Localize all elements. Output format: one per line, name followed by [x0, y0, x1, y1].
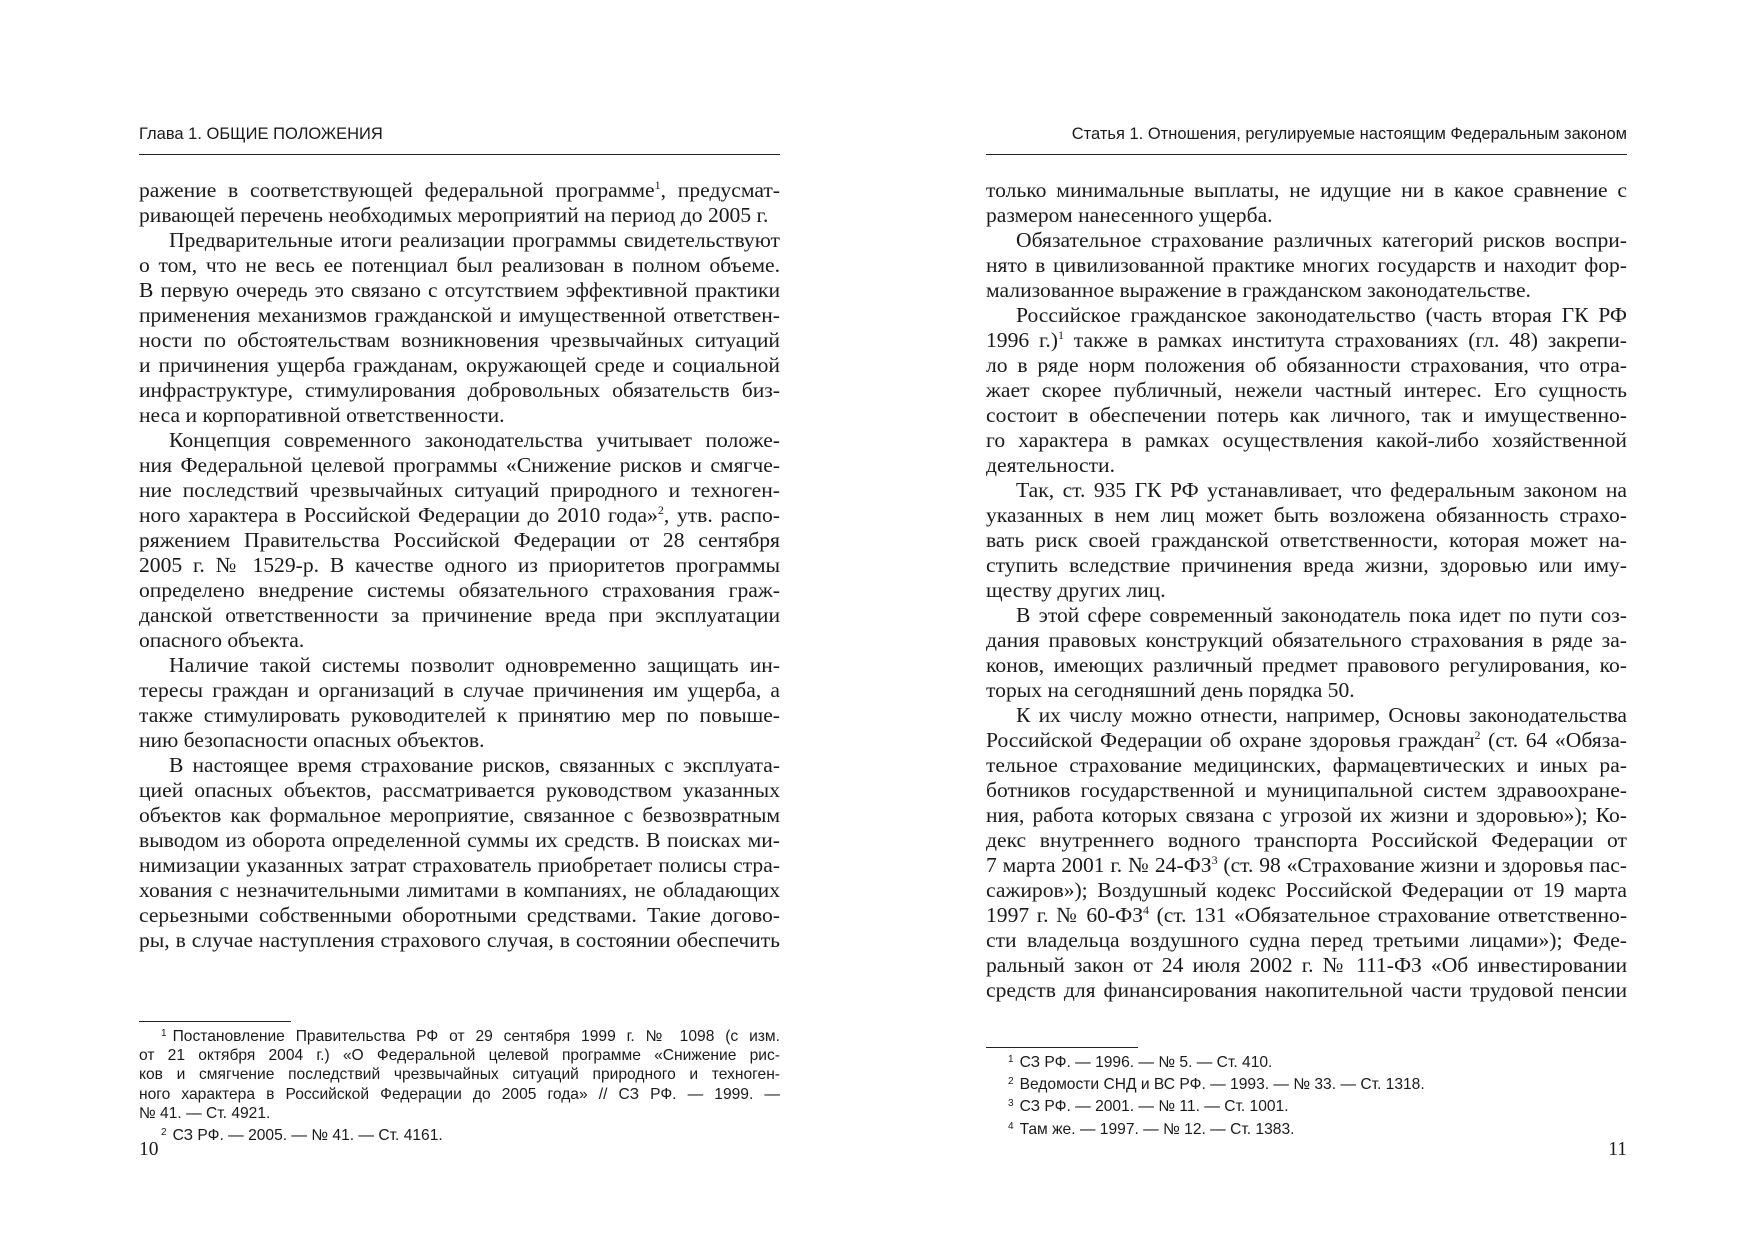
- text-run: (ст. 98 «Страхование жизни и здоровья пас-: [1217, 853, 1627, 877]
- text-line: [986, 778, 1627, 803]
- text-line: [986, 328, 1627, 353]
- text-run: Предварительные итоги реализации программы свидетельствуют: [169, 228, 780, 252]
- text-run: Концепция современного законодательства учитывает положе-: [169, 428, 780, 452]
- text-run: го характера в рамках осуществления какой-либо хозяйственной: [986, 428, 1627, 452]
- text-run: Наличие такой системы позволит одновременно защищать ин-: [169, 653, 780, 677]
- text-run: Обязательное страхование различных категорий рисков воспри-: [1016, 228, 1627, 252]
- footnote-text: Ведомости СНД и ВС РФ. — 1993. — № 33. — Ст. 1318.: [1019, 1076, 1425, 1094]
- footnote-line: [986, 1094, 1627, 1116]
- text-line: [139, 503, 780, 528]
- text-line: [986, 453, 1627, 478]
- text-line: [986, 553, 1627, 578]
- text-run: и причинения ущерба гражданам, окружающей среде и социальной: [139, 353, 780, 377]
- footnote-text: № 41. — Ст. 4921.: [139, 1104, 271, 1122]
- text-line: [986, 653, 1627, 678]
- footnote-number: 1: [161, 1028, 167, 1039]
- text-run: цией опасных объектов, рассматривается руководством указанных: [139, 778, 780, 802]
- text-line: [139, 203, 780, 228]
- text-run: неса и корпоративной ответственности.: [139, 403, 505, 427]
- footnote-line: [139, 1104, 780, 1123]
- text-run: также в рамках института страхованиях (гл. 48) закрепи-: [1064, 328, 1627, 352]
- footnote-line: [139, 1024, 780, 1046]
- text-line: [139, 528, 780, 553]
- text-line: [139, 753, 780, 778]
- text-line: [986, 828, 1627, 853]
- text-line: [139, 828, 780, 853]
- footnote: [139, 1024, 780, 1123]
- text-line: [986, 378, 1627, 403]
- text-run: ряжением Правительства Российской Федерации от 28 сентября: [139, 528, 780, 552]
- text-run: 1996 г.): [986, 328, 1058, 352]
- text-line: [139, 278, 780, 303]
- text-line: [986, 203, 1627, 228]
- text-run: нию безопасности опасных объектов.: [139, 728, 485, 752]
- text-run: ние последствий чрезвычайных ситуаций природного и техноген-: [139, 478, 780, 502]
- footnote-rule: [139, 1021, 291, 1022]
- footnote: [139, 1123, 780, 1145]
- text-run: мализованное выражение в гражданском законодательстве.: [986, 278, 1531, 302]
- footnote-number: 1: [1008, 1054, 1014, 1065]
- text-run: серьезными собственными оборотными средствами. Такие догово-: [139, 903, 780, 927]
- footnote-number: 4: [1008, 1120, 1014, 1132]
- text-run: ности по обстоятельствам возникновения чрезвычайных ситуаций: [139, 328, 780, 352]
- footnote-text: ков и смягчение последствий чрезвычайных ситуаций природного и техноген-: [139, 1066, 780, 1084]
- text-run: , предусмат-: [660, 178, 780, 202]
- text-line: [139, 378, 780, 403]
- text-line: [139, 678, 780, 703]
- text-run: размером нанесенного ущерба.: [986, 203, 1273, 227]
- text-run: тельное страхование медицинских, фармацевтических и иных ра-: [986, 753, 1627, 777]
- footnote-line: [139, 1123, 780, 1145]
- text-run: дания правовых конструкций обязательного страхования в ряде за-: [986, 628, 1627, 652]
- text-run: определено внедрение системы обязательного страхования граж-: [139, 578, 780, 602]
- text-run: деятельности.: [986, 453, 1116, 477]
- text-run: объектов как формальное мероприятие, связанное с безвозвратным: [139, 803, 780, 827]
- text-run: Так, ст. 935 ГК РФ устанавливает, что федеральным законом на: [1016, 478, 1627, 502]
- text-line: [986, 428, 1627, 453]
- text-line: [986, 303, 1627, 328]
- text-run: состоит в обеспечении потерь как личного, так и имущественно-: [986, 403, 1627, 427]
- text-line: [139, 553, 780, 578]
- text-line: [139, 853, 780, 878]
- footnote-text: от 21 октября 2004 г.) «О Федеральной целевой программе «Снижение рис-: [139, 1047, 780, 1065]
- text-run: 7 марта 2001 г. № 24-ФЗ: [986, 853, 1212, 877]
- footnote-ref: 3: [1211, 853, 1218, 867]
- text-run: также стимулировать руководителей к принятию мер по повыше-: [139, 703, 780, 727]
- text-line: [139, 728, 780, 753]
- text-line: [139, 928, 780, 953]
- text-line: [986, 278, 1627, 303]
- page-number: 10: [139, 1139, 159, 1160]
- text-run: ния, работа которых связана с угрозой их жизни и здоровью»); Ко-: [986, 803, 1627, 827]
- footnotes: [986, 1050, 1627, 1139]
- footnote: [986, 1094, 1627, 1116]
- text-line: [139, 253, 780, 278]
- text-run: данской ответственности за причинение вреда при эксплуатации: [139, 603, 780, 627]
- running-header: Глава 1. ОБЩИЕ ПОЛОЖЕНИЯ: [139, 124, 780, 155]
- text-run: тересы граждан и организаций в случае причинения им ущерба, а: [139, 678, 780, 702]
- footnote: [986, 1117, 1627, 1139]
- footnote-ref: 2: [657, 503, 664, 517]
- text-line: [139, 303, 780, 328]
- text-line: [986, 878, 1627, 903]
- text-line: [986, 253, 1627, 278]
- text-run: сти владельца воздушного судна перед третьими лицами»); Феде-: [986, 928, 1627, 952]
- footnote-ref: 1: [1058, 328, 1064, 342]
- text-run: торых на сегодняшний день порядка 50.: [986, 678, 1355, 702]
- text-run: К их числу можно отнести, например, Основы законодательства: [1016, 703, 1627, 727]
- text-line: [986, 728, 1627, 753]
- text-run: указанных в нем лиц может быть возложена обязанность страхо-: [986, 503, 1627, 527]
- text-run: (ст. 131 «Обязательное страхование ответственно-: [1149, 903, 1628, 927]
- text-line: [139, 603, 780, 628]
- footnote-text: СЗ РФ. — 2005. — № 41. — Ст. 4161.: [172, 1127, 443, 1145]
- text-line: [986, 403, 1627, 428]
- text-run: В первую очередь это связано с отсутствием эффективной практики: [139, 278, 780, 302]
- text-line: [986, 903, 1627, 928]
- text-run: Российское гражданское законодательство (часть вторая ГК РФ: [1016, 303, 1627, 327]
- text-line: [139, 653, 780, 678]
- text-line: [986, 478, 1627, 503]
- text-line: [986, 578, 1627, 603]
- text-run: нято в цивилизованной практике многих государств и находит фор-: [986, 253, 1627, 277]
- text-run: о том, что не весь ее потенциал был реализован в полном объеме.: [139, 253, 780, 277]
- text-run: сажиров»); Воздушный кодекс Российской Федерации от 19 марта: [986, 878, 1627, 902]
- text-run: ного характера в Российской Федерации до 2010 года»: [139, 503, 658, 527]
- text-line: [986, 603, 1627, 628]
- text-run: средств для финансирования накопительной части трудовой пенсии: [986, 978, 1627, 1002]
- text-line: [139, 328, 780, 353]
- text-run: ществу других лиц.: [986, 578, 1166, 602]
- footnotes: [139, 1024, 780, 1145]
- text-run: вать риск своей гражданской ответственности, которая может на-: [986, 528, 1627, 552]
- text-run: ло в ряде норм положения об обязанности страхования, что отра-: [986, 353, 1627, 377]
- page-number: 11: [1608, 1139, 1627, 1160]
- text-line: [986, 353, 1627, 378]
- text-line: [139, 878, 780, 903]
- footnote-line: [139, 1046, 780, 1065]
- text-line: [986, 953, 1627, 978]
- text-run: Российской Федерации об охране здоровья граждан: [986, 728, 1475, 752]
- text-line: [139, 178, 780, 203]
- footnote-ref: 2: [1474, 728, 1481, 742]
- footnote-line: [986, 1050, 1627, 1072]
- text-line: [139, 778, 780, 803]
- text-line: [139, 703, 780, 728]
- text-run: инфраструктуре, стимулирования добровольных обязательств биз-: [139, 378, 780, 402]
- text-line: [139, 903, 780, 928]
- footnote-number: 3: [1008, 1098, 1014, 1110]
- text-line: [986, 628, 1627, 653]
- text-line: [139, 403, 780, 428]
- footnote-text: ного характера в Российской Федерации до 2005 года» // СЗ РФ. — 1999. —: [139, 1085, 780, 1103]
- text-line: [986, 503, 1627, 528]
- body-text: [986, 178, 1627, 1003]
- text-run: (ст. 64 «Обяза-: [1480, 728, 1628, 752]
- text-line: [139, 353, 780, 378]
- text-run: декс внутреннего водного транспорта Российской Федерации от: [986, 828, 1627, 852]
- footnote-text: Постановление Правительства РФ от 29 сентября 1999 г. № 1098 (с изм.: [172, 1028, 780, 1045]
- text-line: [986, 803, 1627, 828]
- text-run: 1997 г. № 60-ФЗ: [986, 903, 1144, 927]
- running-header: Статья 1. Отношения, регулируемые настоящим Федеральным законом: [986, 124, 1627, 155]
- text-line: [986, 178, 1627, 203]
- text-run: жает скорее публичный, нежели частный интерес. Его сущность: [986, 378, 1627, 402]
- footnote-number: 2: [161, 1127, 167, 1139]
- text-line: [986, 228, 1627, 253]
- footnote-rule: [986, 1047, 1138, 1048]
- text-line: [986, 703, 1627, 728]
- text-run: нимизации указанных затрат страхователь приобретает полисы стра-: [139, 853, 780, 877]
- footnote: [986, 1072, 1627, 1094]
- text-run: применения механизмов гражданской и имущественной ответствен-: [139, 303, 780, 327]
- text-run: ральный закон от 24 июля 2002 г. № 111-ФЗ «Об инвестировании: [986, 953, 1627, 977]
- text-run: 2005 г. № 1529-р. В качестве одного из приоритетов программы: [139, 553, 780, 577]
- footnote-line: [139, 1085, 780, 1104]
- text-run: ния Федеральной целевой программы «Снижение рисков и смягче-: [139, 453, 780, 477]
- text-run: В этой сфере современный законодатель пока идет по пути соз-: [1016, 603, 1627, 627]
- text-run: , утв. распо-: [663, 503, 780, 527]
- footnote-line: [986, 1072, 1627, 1094]
- footnote-text: Там же. — 1997. — № 12. — Ст. 1383.: [1019, 1120, 1295, 1138]
- footnote: [986, 1050, 1627, 1072]
- text-line: [139, 803, 780, 828]
- footnote-line: [139, 1065, 780, 1084]
- text-run: опасного объекта.: [139, 628, 305, 652]
- text-line: [139, 628, 780, 653]
- text-line: [986, 678, 1627, 703]
- text-run: ры, в случае наступления страхового случая, в состоянии обеспечить: [139, 928, 780, 952]
- text-line: [986, 528, 1627, 553]
- text-run: ботников государственной и муниципальной систем здравоохране-: [986, 778, 1627, 802]
- text-run: В настоящее время страхование рисков, связанных с эксплуата-: [169, 753, 780, 777]
- text-line: [139, 453, 780, 478]
- text-line: [139, 578, 780, 603]
- footnote-text: СЗ РФ. — 2001. — № 11. — Ст. 1001.: [1019, 1098, 1289, 1116]
- text-run: конов, имеющих различный предмет правового регулирования, ко-: [986, 653, 1627, 677]
- body-text: [139, 178, 780, 953]
- footnote-number: 2: [1008, 1076, 1014, 1088]
- text-line: [139, 228, 780, 253]
- text-run: выводом из оборота определенной суммы их средств. В поисках ми-: [139, 828, 780, 852]
- text-line: [986, 753, 1627, 778]
- footnote-text: СЗ РФ. — 1996. — № 5. — Ст. 410.: [1019, 1054, 1273, 1071]
- text-line: [986, 853, 1627, 878]
- text-run: ривающей перечень необходимых мероприятий на период до 2005 г.: [139, 203, 769, 227]
- text-run: ступить вследствие причинения вреда жизни, здоровью или иму-: [986, 553, 1627, 577]
- text-run: ражение в соответствующей федеральной программе: [139, 178, 655, 202]
- footnote-ref: 4: [1143, 903, 1150, 917]
- text-line: [139, 428, 780, 453]
- footnote-line: [986, 1117, 1627, 1139]
- text-line: [139, 478, 780, 503]
- text-line: [986, 928, 1627, 953]
- text-run: только минимальные выплаты, не идущие ни в какое сравнение с: [986, 178, 1627, 202]
- footnote-ref: 1: [654, 178, 661, 192]
- text-line: [986, 978, 1627, 1003]
- text-run: хования с незначительными лимитами в компаниях, не обладающих: [139, 878, 780, 902]
